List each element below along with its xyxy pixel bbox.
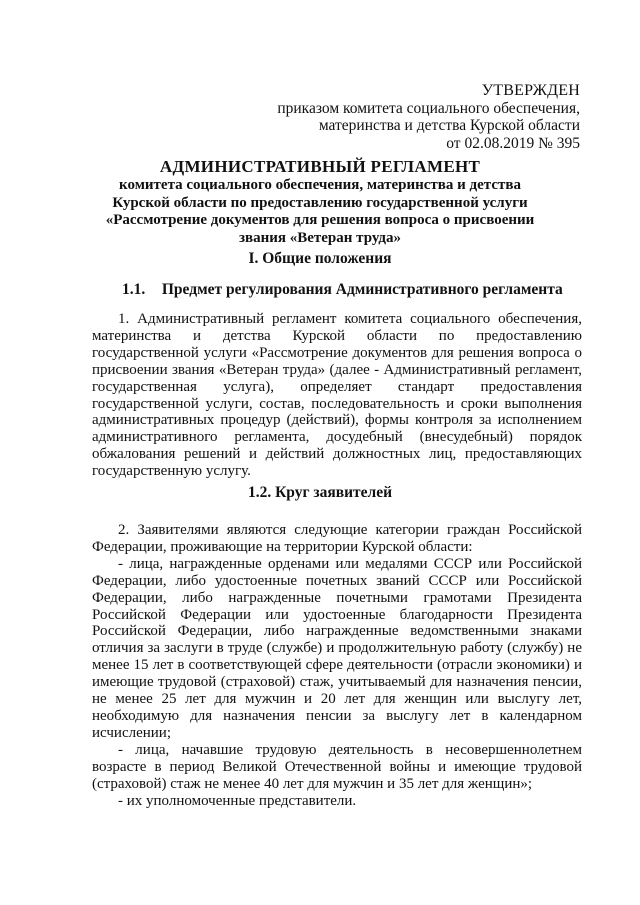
list-item: - лица, награжденные орденами или медалями СССР или Российской Федерации, либо удостоенные почетных званий СССР или Российской Федерации, либо награжденные почетными грамотами Президента Российской Федерации или удостоенные благодарности Президента Российской Федерации, либо награжденные ведомственными знаками отличия за заслуги в труде (службе) и продолжительную работу (службу) не менее 15 лет в соответствующей сфере деятельности (отрасли экономики) и имеющие трудовой (страховой) стаж, учитываемый для назначения пенсии, не менее 25 лет для мужчин и 20 лет для женщин или выслугу лет, необходимую для назначения пенсии за выслугу лет в календарном исчислении; [92, 555, 582, 741]
approval-line: приказом комитета социального обеспечения, [277, 99, 580, 117]
subsection-number: 1.1. [122, 281, 146, 298]
paragraph-2 [92, 522, 582, 809]
approval-title: УТВЕРЖДЕН [481, 82, 580, 99]
document-subtitle-line: «Рассмотрение документов для решения вопроса о присвоении [105, 212, 535, 228]
approval-date: от 02.08.2019 № 395 [446, 134, 580, 152]
subsection-heading-1-1 [122, 281, 563, 299]
paragraph-1 [92, 311, 582, 480]
list-item: - их уполномоченные представители. [118, 792, 357, 809]
document-subtitle-line: Курской области по предоставлению государственной услуги [112, 194, 528, 211]
section-heading-applicants: 1.2. Круг заявителей [247, 484, 393, 501]
document-subtitle-line: комитета социального обеспечения, материнства и детства [119, 177, 521, 193]
subsection-title: Предмет регулирования Административного регламента [161, 281, 563, 298]
section-heading-general: I. Общие положения [248, 250, 392, 267]
document-title: АДМИНИСТРАТИВНЫЙ РЕГЛАМЕНТ [159, 157, 481, 176]
paragraph-intro: 2. Заявителями являются следующие категории граждан Российской Федерации, проживающие на территории Курской области: [92, 522, 582, 555]
list-item: - лица, начавшие трудовую деятельность в несовершеннолетнем возрасте в период Великой Отечественной войны и имеющие трудовой (страховой) стаж не менее 40 лет для мужчин и 35 лет для женщин»; [92, 741, 582, 792]
document-title-block [80, 157, 560, 247]
approval-stamp [277, 82, 580, 152]
document-subtitle-line: звания «Ветеран труда» [238, 229, 402, 246]
paragraph-text: 1. Административный регламент комитета социального обеспечения, материнства и детства Курской области по предоставлению государственной услуги «Рассмотрение документов для решения вопроса о присвоении звания «Ветеран труда» (далее - Административный регламент, государственная услуга), определяет стандарт предоставления государственной услуги, состав, последовательность и сроки выполнения административных процедур (действий), формы контроля за исполнением административного регламента, досудебный (внесудебный) порядок обжалования решений и действий должностных лиц, предоставляющих государственную услугу. [92, 311, 582, 480]
approval-line: материнства и детства Курской области [318, 117, 580, 134]
